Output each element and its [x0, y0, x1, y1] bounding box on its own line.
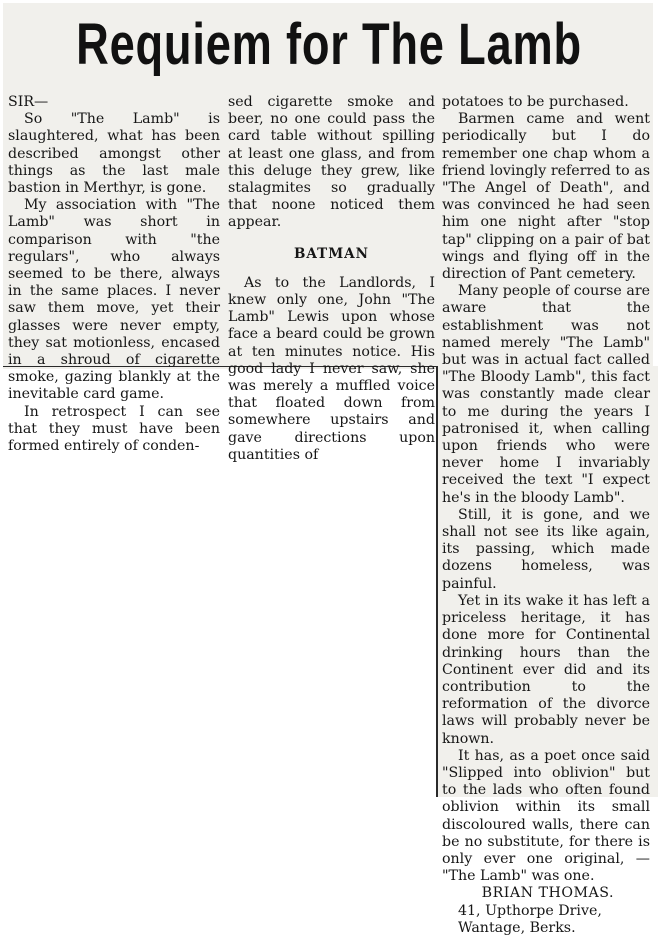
- subheading: BATMAN: [294, 245, 369, 262]
- paragraph: As to the Landlords, I knew only one, John "The Lamb" Lewis upon whose face a beard could be grown at ten minutes notice. His good lady I never saw, she was merely a muffled voice that floated down from somewhere upstairs and gave directions upon quantities of: [228, 274, 435, 463]
- headline: Requiem for The Lamb: [76, 12, 582, 77]
- column-3: [442, 94, 650, 937]
- column-1: [8, 94, 220, 455]
- salutation: SIR—: [8, 94, 49, 110]
- paragraph: In retrospect I can see that they must have been formed entirely of conden-: [8, 403, 220, 455]
- paragraph: Many people of course are aware that the establishment was not named merely "The Lamb" but was in actual fact called "The Bloody Lamb", this fact was constantly made clear to me during the years I patronised it, when calling upon friends who were never home I invariably received the text "I expect he's in the bloody Lamb".: [442, 283, 650, 506]
- paragraph: Barmen came and went periodically but I do remember one chap whom a friend lovingly referred to as "The Angel of Death", and was convinced he had seen him one night after "stop tap" clipping on a pair of bat wings and flying off in the direction of Pant cemetery.: [442, 111, 650, 283]
- paragraph: So "The Lamb" is slaughtered, what has been described amongst other things as the last male bastion in Merthyr, is gone.: [8, 111, 220, 197]
- paragraph-continued: potatoes to be purchased.: [442, 94, 629, 110]
- address-line: 41, Upthorpe Drive,: [458, 902, 602, 919]
- author-signature: BRIAN THOMAS.: [481, 885, 614, 902]
- paragraph: It has, as a poet once said "Slipped into oblivion" but to the lads who often found oblivion within its small discoloured walls, there can be no substitute, for there is only ever one original, — "The Lamb" was one.: [442, 747, 650, 885]
- paragraph-continued: sed cigarette smoke and beer, no one could pass the card table without spilling at least one glass, and from this deluge they grew, like stalagmites so gradually that noone noticed them appear.: [228, 94, 435, 231]
- column-2: [228, 94, 435, 464]
- paragraph: Still, it is gone, and we shall not see its like again, its passing, which made dozens homeless, was painful.: [442, 506, 650, 592]
- address-line: Wantage, Berks.: [458, 919, 576, 936]
- paragraph: Yet in its wake it has left a priceless heritage, it has done more for Continental drinking hours than the Continent ever did and its contribution to the reformation of the divorce laws will probably never be known.: [442, 592, 650, 747]
- paragraph: My association with "The Lamb" was short in comparison with "the regulars", who always seemed to be there, always in the same places. I never saw them move, yet their glasses were never empty, they sat motionless, encased in a shroud of cigarette smoke, gazing blankly at the inevitable card game.: [8, 197, 220, 403]
